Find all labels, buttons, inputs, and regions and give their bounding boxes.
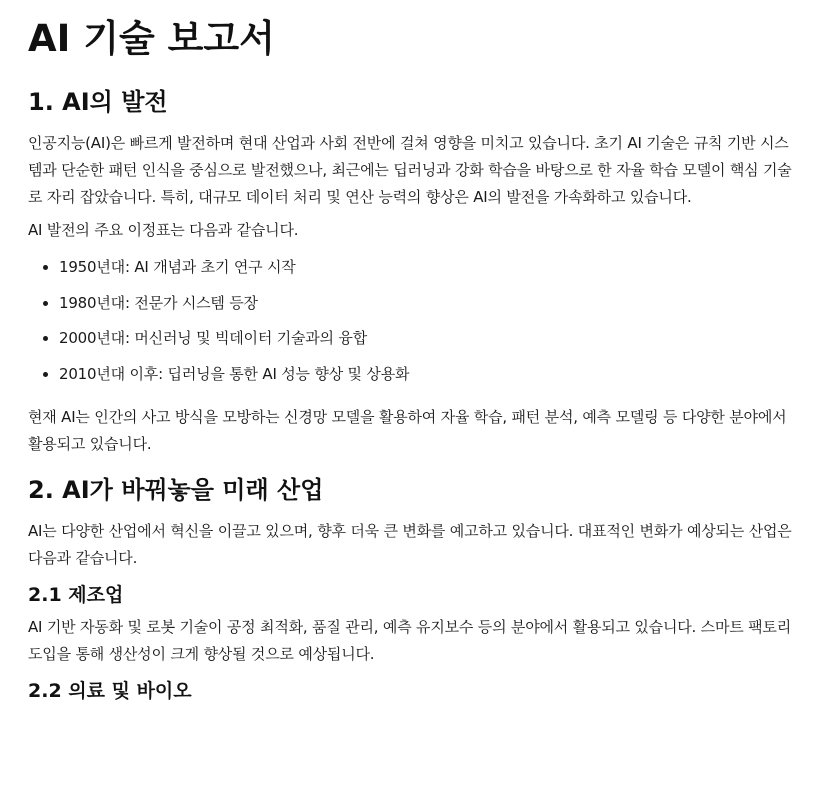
section-heading-ai-development: 1. AI의 발전: [28, 88, 168, 116]
document-title: AI 기술 보고서: [28, 17, 275, 60]
paragraph-manufacturing: AI 기반 자동화 및 로봇 기술이 공정 최적화, 품질 관리, 예측 유지보수 등의 분야에서 활용되고 있습니다. 스마트 팩토리 도입을 통해 생산성이 크게 향상될 것으로 예상됩니다.: [28, 618, 791, 663]
paragraph-current-ai: 현재 AI는 인간의 사고 방식을 모방하는 신경망 모델을 활용하여 자율 학습, 패턴 분석, 예측 모델링 등 다양한 분야에서 활용되고 있습니다.: [28, 408, 787, 453]
paragraph-milestones-intro: AI 발전의 주요 이정표는 다음과 같습니다.: [28, 221, 299, 239]
list-item: • 1980년대: 전문가 시스템 등장: [59, 286, 792, 322]
list-item: • 2010년대 이후: 딥러닝을 통한 AI 성능 향상 및 상용화: [59, 357, 792, 393]
paragraph-future-industries-intro: AI는 다양한 산업에서 혁신을 이끌고 있으며, 향후 더욱 큰 변화를 예고하고 있습니다. 대표적인 변화가 예상되는 산업은 다음과 같습니다.: [28, 522, 792, 567]
paragraph-ai-development-intro: 인공지능(AI)은 빠르게 발전하며 현대 산업과 사회 전반에 걸쳐 영향을 미치고 있습니다. 초기 AI 기술은 규칙 기반 시스템과 단순한 패턴 인식을 중심으로 발전했으나, 최근에는 딥러닝과 강화 학습을 바탕으로 한 자율 학습 모델이 핵심 기술로 자리 잡았습니다. 특히, 대규모 데이터 처리 및 연산 능력의 향상은 AI의 발전을 가속화하고 있습니다.: [28, 134, 792, 206]
list-item: • 2000년대: 머신러닝 및 빅데이터 기술과의 융합: [59, 321, 792, 357]
subsection-heading-manufacturing: 2.1 제조업: [28, 584, 124, 606]
milestone-list: [28, 250, 792, 392]
subsection-heading-medical-bio: 2.2 의료 및 바이오: [28, 680, 192, 702]
section-heading-future-industries: 2. AI가 바꿔놓을 미래 산업: [28, 476, 324, 504]
list-item: • 1950년대: AI 개념과 초기 연구 시작: [59, 250, 792, 286]
